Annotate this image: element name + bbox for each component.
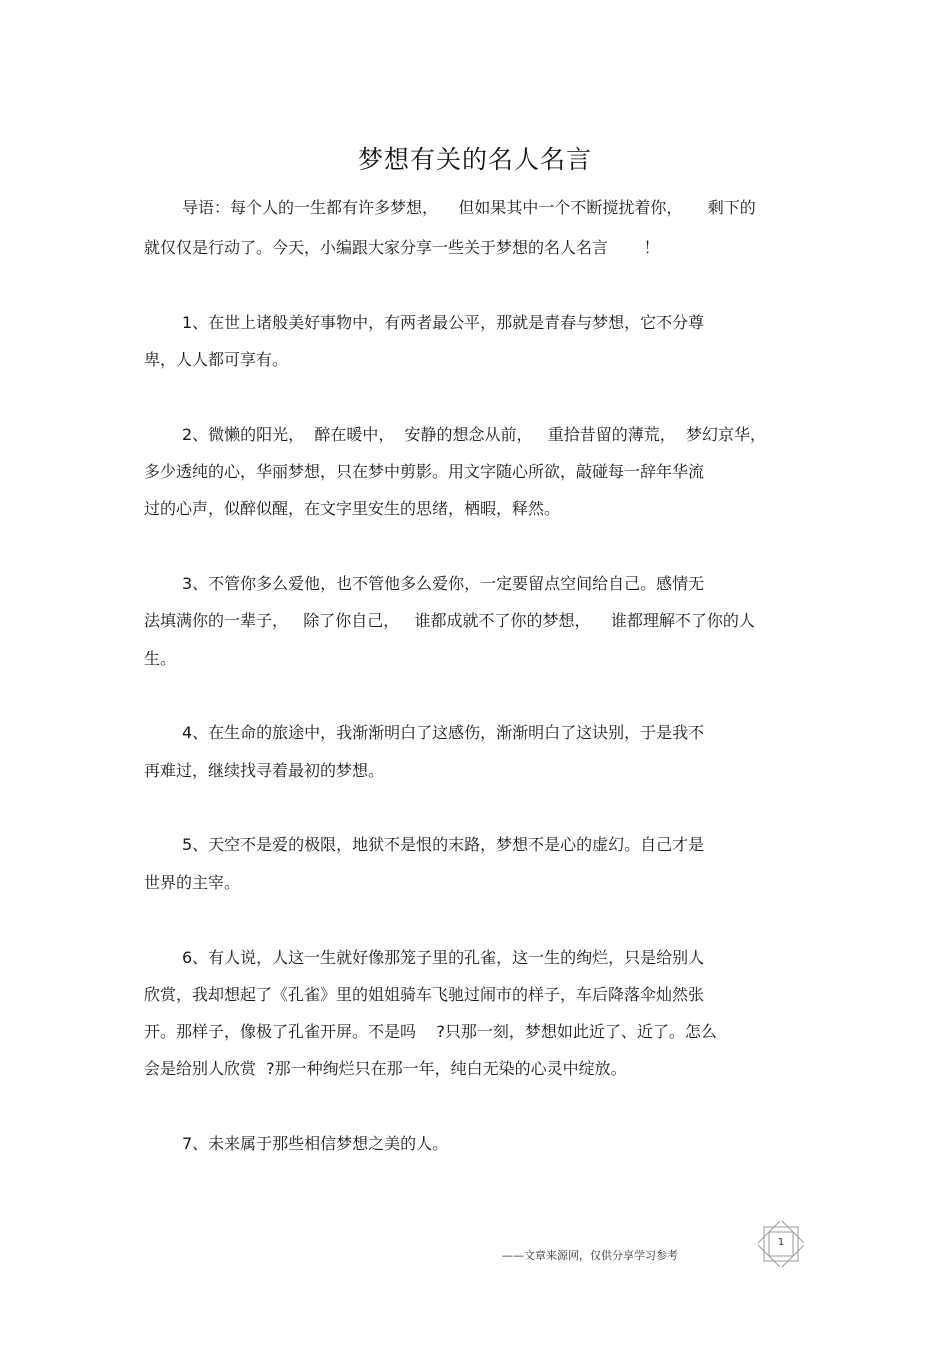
quote-3-line-2: 法填满你的一辈子， 除了你自己， 谁都成就不了你的梦想， 谁都理解不了你的人 (144, 611, 755, 630)
quote-6-line-2: 欣赏，我却想起了《孔雀》里的姐姐骑车飞驰过闹市的样子，车后降落伞灿然张 (144, 985, 705, 1004)
quote-2-line-3: 过的心声，似醉似醒，在文字里安生的思绪，栖暇，释然。 (144, 499, 561, 518)
quote-6-line-4: 会是给别人欣赏 ?那一种绚烂只在那一年，纯白无染的心灵中绽放。 (144, 1059, 627, 1078)
quote-2-line-2: 多少透纯的心，华丽梦想，只在梦中剪影。用文字随心所欲，敲碰每一辞年华流 (144, 462, 705, 481)
quote-4-line-1: 4、在生命的旅途中，我渐渐明白了这感伤，渐渐明白了这诀别，于是我不 (182, 723, 705, 742)
quote-7-line-1: 7、未来属于那些相信梦想之美的人。 (182, 1134, 449, 1153)
quote-5-line-1: 5、天空不是爱的极限，地狱不是恨的末路，梦想不是心的虚幻。自己才是 (182, 835, 705, 854)
quote-4-line-2: 再难过，继续找寻着最初的梦想。 (144, 761, 385, 780)
quote-1-line-1: 1、在世上诸般美好事物中，有两者最公平，那就是青春与梦想，它不分尊 (182, 313, 705, 332)
quote-5-line-2: 世界的主宰。 (144, 873, 241, 892)
quote-6-line-3: 开。那样子，像极了孔雀开屏。不是吗 ?只那一刻，梦想如此近了、近了。怎么 (144, 1022, 717, 1041)
quote-3-line-3: 生。 (144, 649, 177, 668)
quote-2-line-1: 2、微懒的阳光， 醉在暖中， 安静的想念从前， 重拾昔留的薄荒， 梦幻京华， (182, 425, 766, 444)
quote-6-line-1: 6、有人说，人这一生就好像那笼子里的孔雀，这一生的绚烂，只是给别人 (182, 948, 705, 967)
quote-1-line-2: 卑，人人都可享有。 (144, 350, 289, 369)
page-number-badge (758, 1221, 804, 1267)
page-number: 1 (777, 1237, 785, 1248)
footer-source-note: ——文章来源网，仅供分享学习参考 (502, 1249, 678, 1262)
quote-3-line-1: 3、不管你多么爱他，也不管他多么爱你，一定要留点空间给自己。感情无 (182, 574, 705, 593)
intro-line-2: 就仅仅是行动了。今天，小编跟大家分享一些关于梦想的名人名言 ！ (144, 238, 660, 257)
page-title: 梦想有关的名人名言 (357, 145, 592, 174)
intro-line-1: 导语：每个人的一生都有许多梦想， 但如果其中一个不断搅扰着你， 剩下的 (182, 198, 756, 217)
